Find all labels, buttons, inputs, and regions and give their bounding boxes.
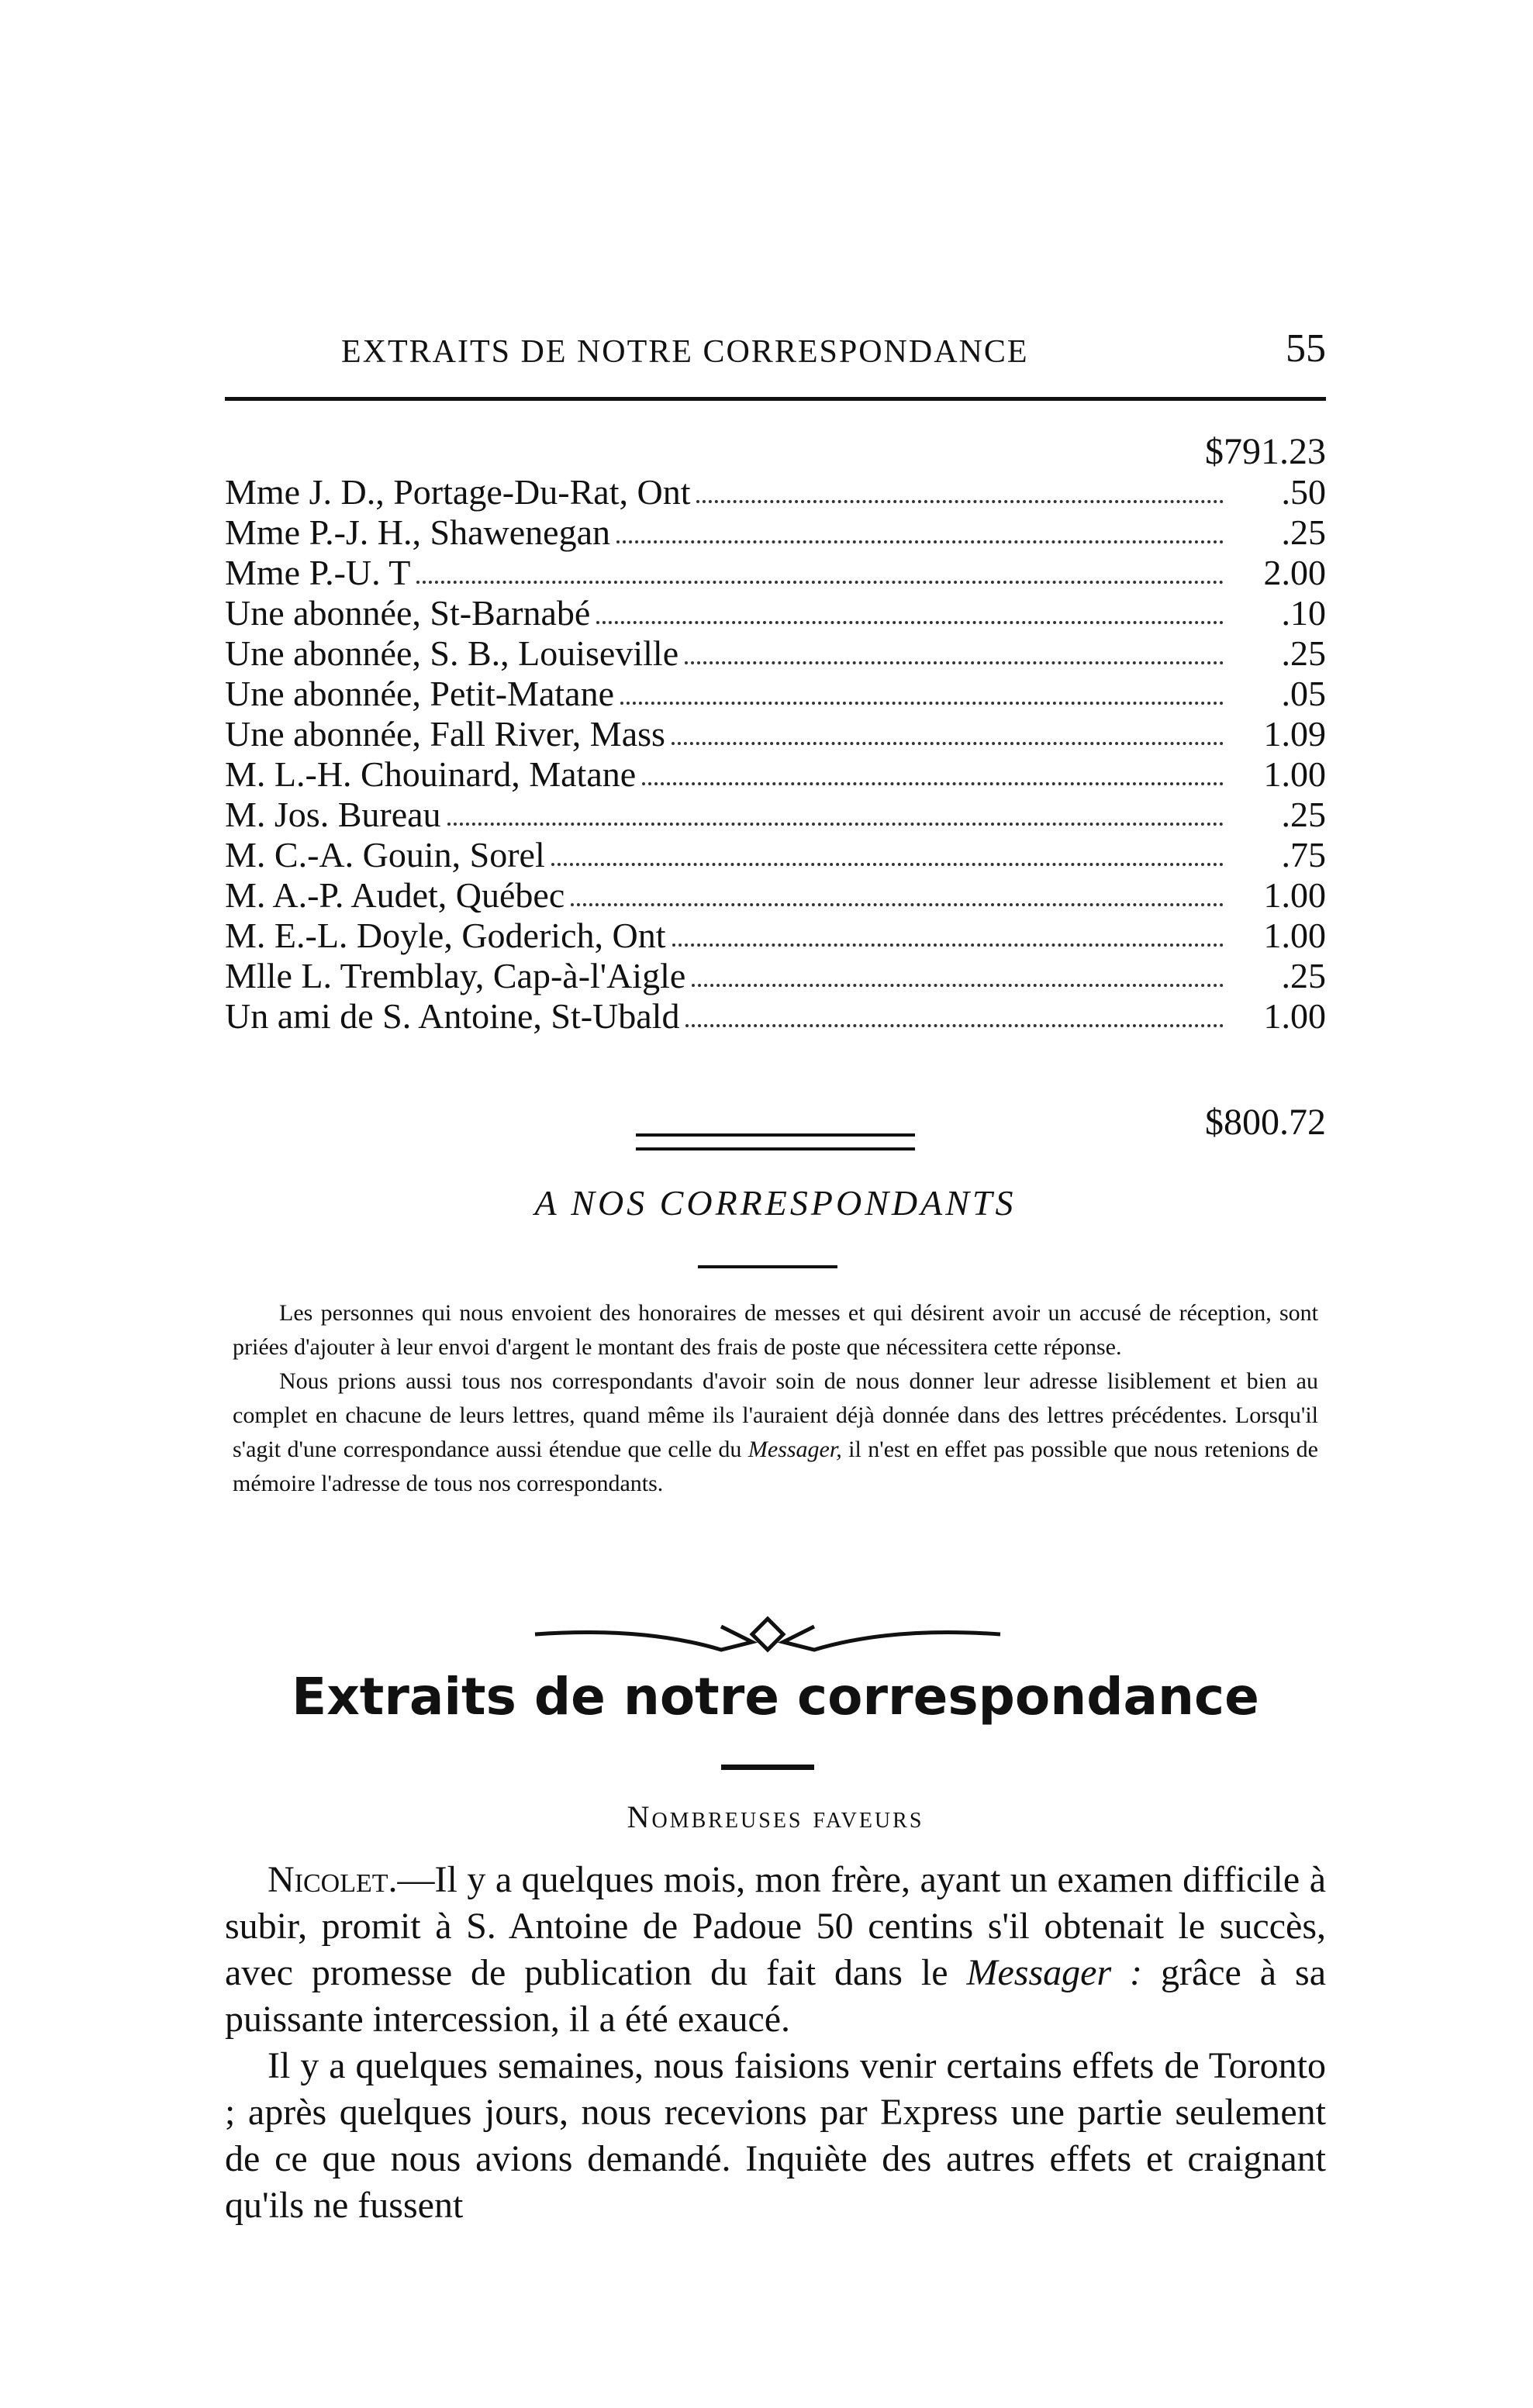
donor-name: M. A.-P. Audet, Québec bbox=[225, 875, 565, 915]
donation-rows bbox=[225, 472, 1326, 1037]
donor-name: M. L.-H. Chouinard, Matane bbox=[225, 754, 637, 794]
list-item bbox=[225, 835, 1326, 875]
donation-amount: .75 bbox=[1281, 835, 1326, 875]
list-item bbox=[225, 956, 1326, 996]
leader-dots bbox=[685, 661, 1224, 664]
donation-amount: 2.00 bbox=[1263, 553, 1326, 592]
article-paragraph-1 bbox=[225, 1857, 1326, 2043]
donation-amount: .25 bbox=[1281, 633, 1326, 673]
running-header bbox=[225, 326, 1326, 388]
article-paragraph-2: Il y a quelques semaines, nous faisions venir certains effets de Toronto ; après quelques jours, nous recevions par Express une partie seulement de ce que nous avions demandé. Inquiète des autres effets et craignant qu'ils ne fussent bbox=[225, 2045, 1326, 2226]
list-item bbox=[225, 512, 1326, 553]
donation-amount: .25 bbox=[1281, 512, 1326, 552]
leader-dots bbox=[672, 944, 1224, 947]
grand-total-row bbox=[225, 1101, 1326, 1155]
notice-paragraph-1: Les personnes qui nous envoient des honoraires de messes et qui désirent avoir un accusé de réception, sont priées d'ajouter à leur envoi d'argent le montant des frais de poste que nécessitera cette réponse. bbox=[233, 1300, 1318, 1360]
list-item bbox=[225, 633, 1326, 674]
list-item bbox=[225, 795, 1326, 835]
donation-amount: .10 bbox=[1281, 593, 1326, 633]
donation-amount: .25 bbox=[1281, 956, 1326, 995]
notice-text bbox=[233, 1296, 1318, 1501]
list-item bbox=[225, 754, 1326, 795]
article-p1-text-b: grâce à sa puissante intercession, il a été exaucé. bbox=[225, 1952, 1327, 2040]
donation-amount: .05 bbox=[1281, 674, 1326, 713]
list-item bbox=[225, 472, 1326, 512]
donation-amount: 1.00 bbox=[1263, 875, 1326, 915]
donor-name: Mme J. D., Portage-Du-Rat, Ont bbox=[225, 472, 691, 512]
donor-name: Un ami de S. Antoine, St-Ubald bbox=[225, 996, 680, 1036]
donor-name: M. C.-A. Gouin, Sorel bbox=[225, 835, 545, 875]
list-item bbox=[225, 593, 1326, 633]
leader-dots bbox=[685, 1024, 1224, 1027]
donation-amount: 1.00 bbox=[1263, 916, 1326, 955]
donation-amount: .25 bbox=[1281, 795, 1326, 834]
carried-total-row bbox=[225, 430, 1326, 472]
list-item bbox=[225, 875, 1326, 916]
leader-dots bbox=[696, 500, 1224, 503]
header-rule bbox=[225, 397, 1326, 401]
notice-p2-emphasis: Messager, bbox=[748, 1437, 842, 1462]
article-p1-text-a: —Il y a quelques mois, mon frère, ayant un examen difficile à subir, promit à S. Antoine de Padoue 50 centins s'il obtenait le succès, avec promesse de publication du fait dans le bbox=[225, 1859, 1326, 1993]
donor-name: Une abonnée, Fall River, Mass bbox=[225, 714, 665, 754]
ornament-icon bbox=[527, 1603, 1008, 1665]
short-rule bbox=[698, 1265, 837, 1268]
article-subheading: Nombreuses faveurs bbox=[627, 1799, 924, 1834]
donation-list bbox=[225, 430, 1326, 1037]
donor-name: Mme P.-U. T bbox=[225, 553, 411, 592]
leader-dots bbox=[571, 903, 1224, 906]
leader-dots bbox=[416, 581, 1224, 584]
donor-name: Mlle L. Tremblay, Cap-à-l'Aigle bbox=[225, 956, 686, 995]
notice-p2-text-a: Nous prions aussi tous nos correspondants d'avoir soin de nous donner leur adresse lisiblement et bien au complet en chacune de leurs lettres, quand même ils l'auraient déjà donnée dans des lettres précédentes. Lorsqu'il s'agit d'une correspondance aussi étendue que celle du bbox=[233, 1368, 1318, 1462]
leader-dots bbox=[447, 823, 1224, 826]
page-number: 55 bbox=[1286, 326, 1326, 371]
list-item bbox=[225, 674, 1326, 714]
leader-dots bbox=[551, 863, 1224, 866]
leader-dots bbox=[642, 782, 1224, 785]
notice-title: A NOS CORRESPONDANTS bbox=[534, 1183, 1017, 1223]
donor-name: Mme P.-J. H., Shawenegan bbox=[225, 512, 610, 552]
donor-name: Une abonnée, Petit-Matane bbox=[225, 674, 614, 713]
donor-name: M. E.-L. Doyle, Goderich, Ont bbox=[225, 916, 666, 955]
running-header-title: EXTRAITS DE NOTRE CORRESPONDANCE bbox=[341, 334, 1029, 370]
donor-name: Une abonnée, S. B., Louiseville bbox=[225, 633, 679, 673]
place-name: Nicolet. bbox=[268, 1859, 398, 1900]
article-body bbox=[225, 1857, 1326, 2229]
carried-total: $791.23 bbox=[1205, 431, 1326, 472]
list-item bbox=[225, 916, 1326, 956]
leader-dots bbox=[616, 540, 1224, 543]
heading-rule bbox=[721, 1765, 814, 1770]
grand-total: $800.72 bbox=[1205, 1102, 1326, 1143]
list-item bbox=[225, 996, 1326, 1037]
article-p1-emphasis: Messager : bbox=[966, 1952, 1143, 1993]
leader-dots bbox=[620, 702, 1224, 705]
donation-amount: .50 bbox=[1281, 472, 1326, 512]
leader-dots bbox=[672, 742, 1224, 745]
leader-dots bbox=[692, 984, 1224, 987]
donation-amount: 1.00 bbox=[1263, 996, 1326, 1036]
donor-name: Une abonnée, St-Barnabé bbox=[225, 593, 591, 633]
article-heading: Extraits de notre correspondance bbox=[292, 1667, 1259, 1727]
donation-amount: 1.00 bbox=[1263, 754, 1326, 794]
list-item bbox=[225, 553, 1326, 593]
donation-amount: 1.09 bbox=[1263, 714, 1326, 754]
donor-name: M. Jos. Bureau bbox=[225, 795, 441, 834]
list-item bbox=[225, 714, 1326, 754]
leader-dots bbox=[596, 621, 1224, 624]
notice-p2-text-b: il n'est en effet pas possible que nous retenions de mémoire l'adresse de tous nos correspondants. bbox=[233, 1437, 1319, 1496]
notice-paragraph-2 bbox=[233, 1364, 1318, 1501]
